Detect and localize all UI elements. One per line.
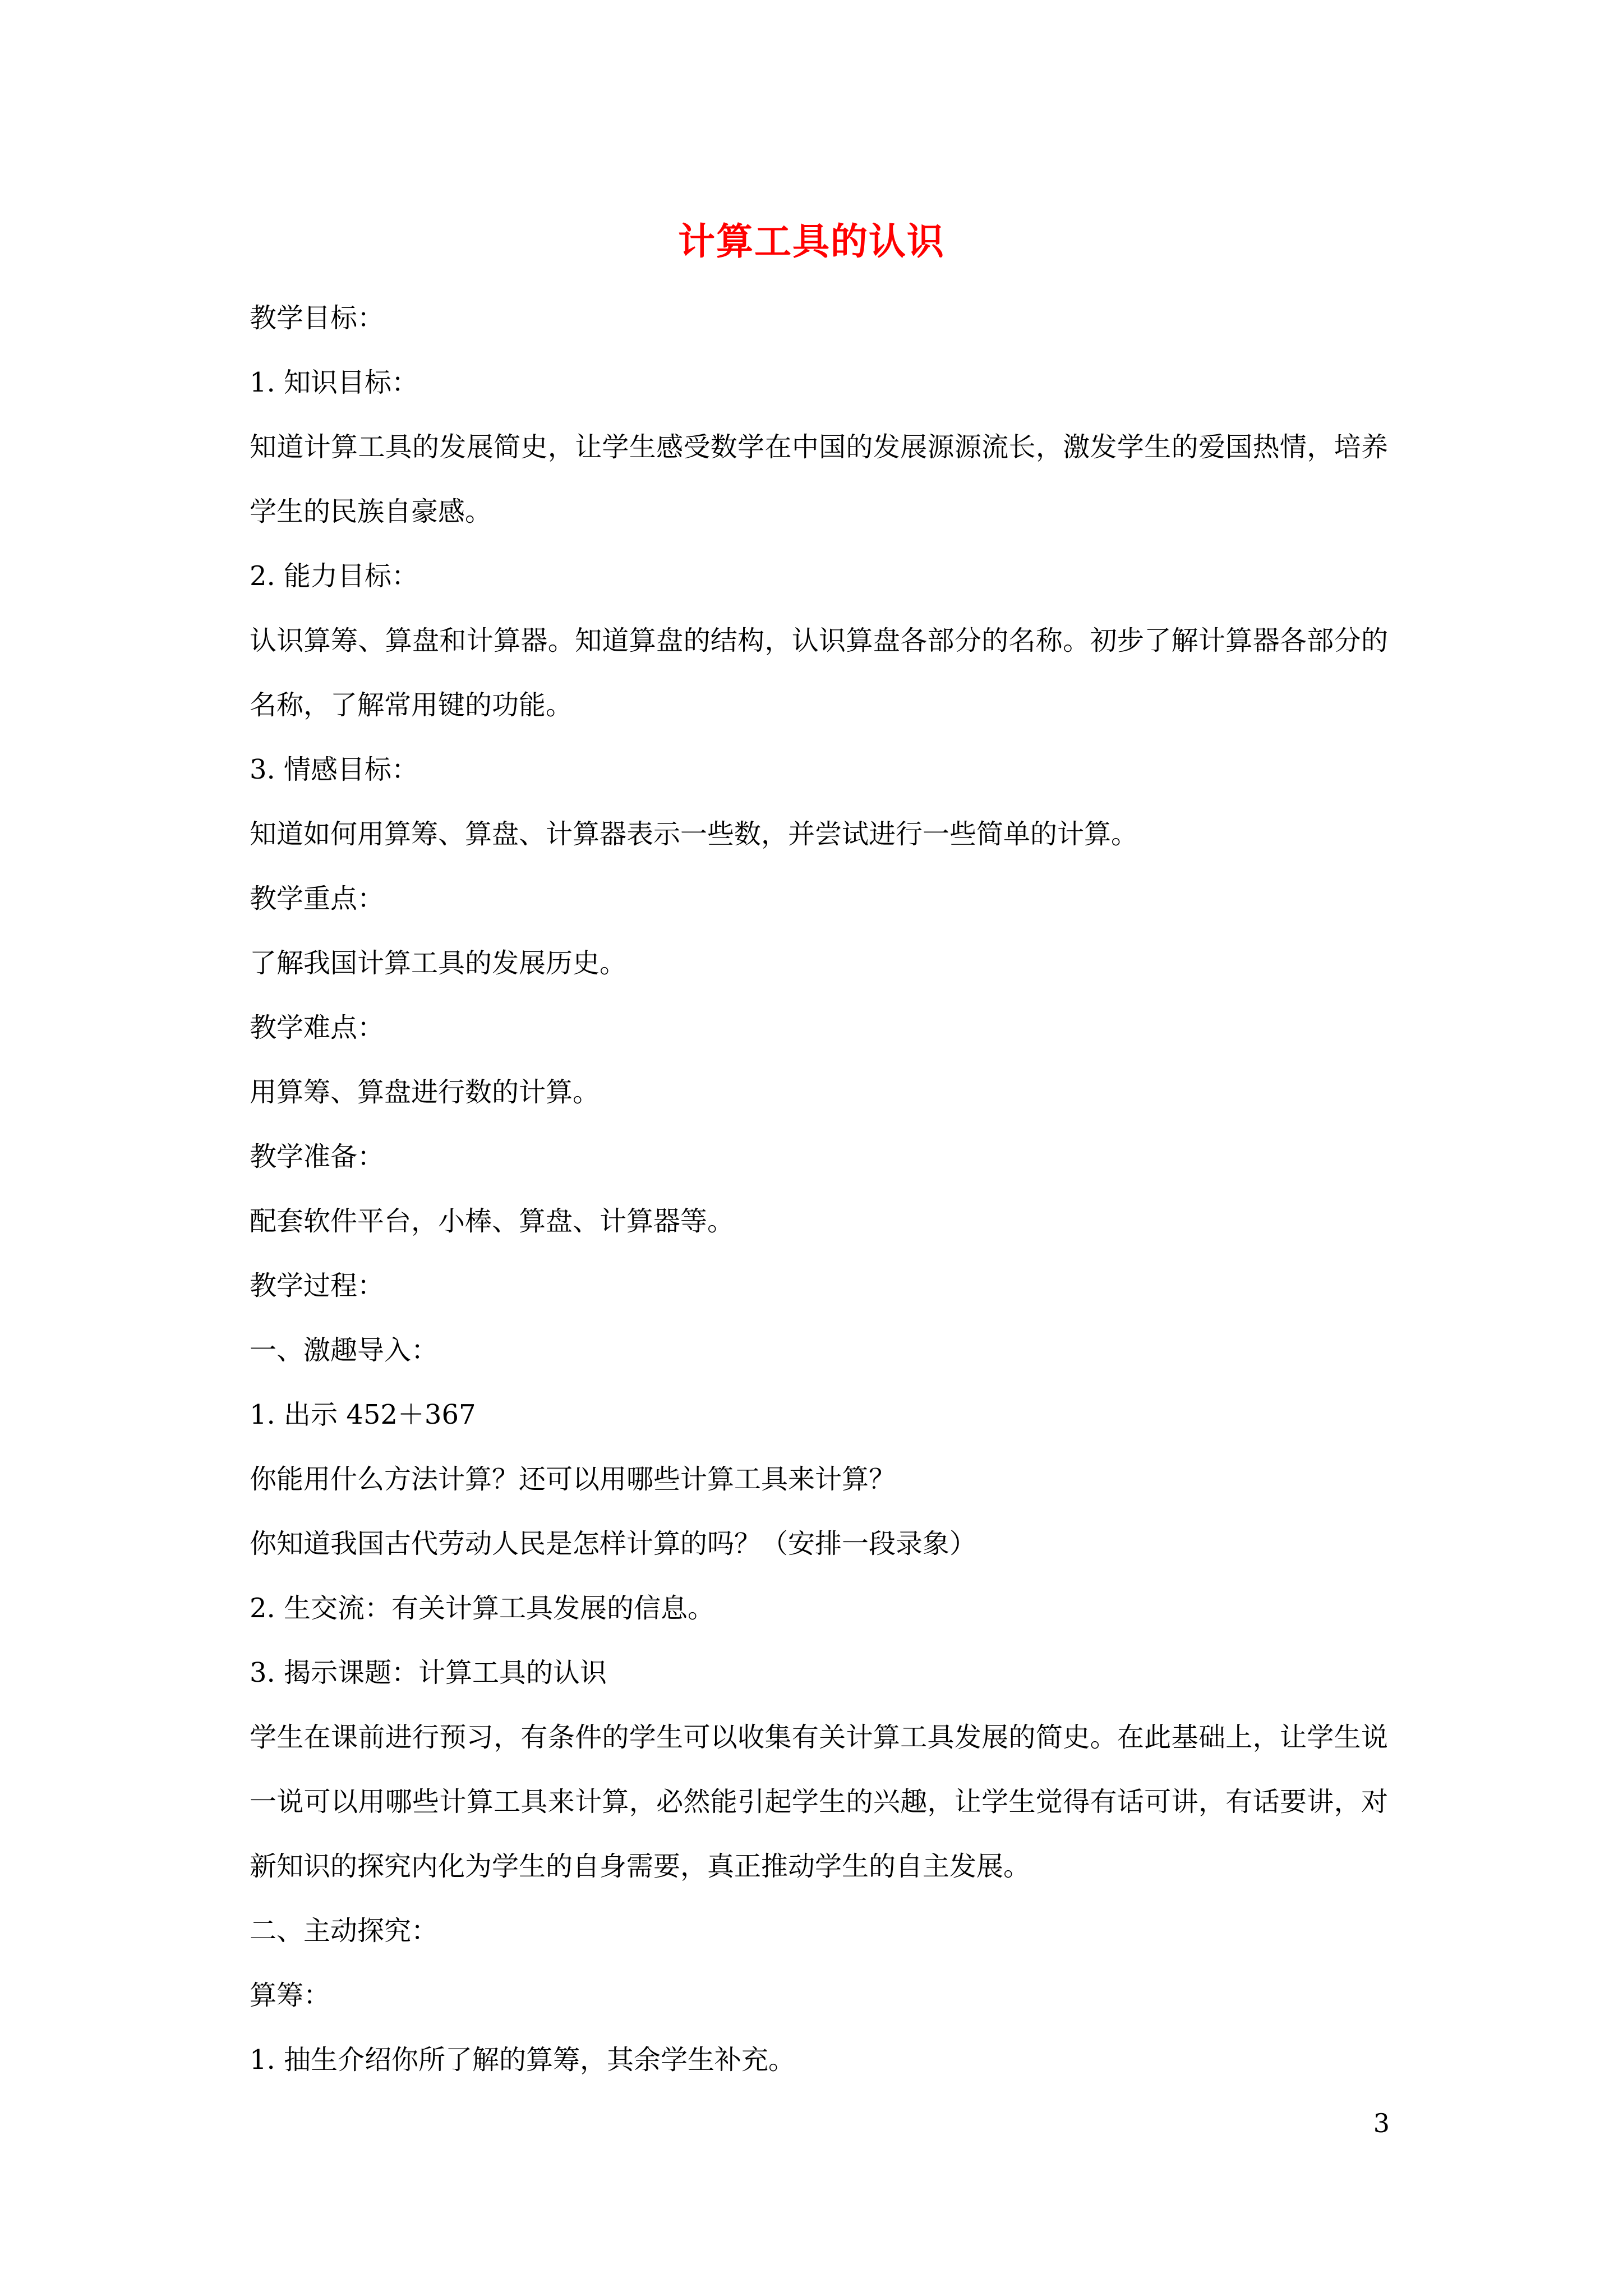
list-item-show-problem: 1. 出示 452＋367 [250,1399,476,1430]
paragraph-preparation: 配套软件平台，小棒、算盘、计算器等。 [250,1205,735,1237]
paragraph-key-points: 了解我国计算工具的发展历史。 [250,947,627,979]
paragraph-question-ancient: 你知道我国古代劳动人民是怎样计算的吗？（安排一段录象） [250,1528,977,1559]
section-introduction: 一、激趣导入： [250,1335,439,1366]
list-item-introduce-rods: 1. 抽生介绍你所了解的算筹，其余学生补充。 [250,2044,796,2076]
list-item-ability-goal: 2. 能力目标： [250,560,419,592]
page-number: 3 [1373,2108,1390,2138]
heading-process: 教学过程： [250,1270,385,1301]
heading-difficulties: 教学难点： [250,1012,385,1043]
list-item-exchange: 2. 生交流：有关计算工具发展的信息。 [250,1593,715,1624]
list-item-emotion-goal: 3. 情感目标： [250,754,419,785]
list-item-knowledge-goal: 1. 知识目标： [250,367,419,398]
paragraph-ability-goal: 认识算筹、算盘和计算器。知道算盘的结构，认识算盘各部分的名称。初步了解计算器各部分的名称，了解常用键的功能。 [250,625,1388,721]
list-item-reveal-topic: 3. 揭示课题：计算工具的认识 [250,1657,607,1688]
section-active-exploration: 二、主动探究： [250,1915,439,1947]
paragraph-knowledge-goal: 知道计算工具的发展简史，让学生感受数学在中国的发展源源流长，激发学生的爱国热情，培养学生的民族自豪感。 [250,431,1388,527]
heading-key-points: 教学重点： [250,883,385,914]
paragraph-question-methods: 你能用什么方法计算？还可以用哪些计算工具来计算？ [250,1464,896,1495]
heading-preparation: 教学准备： [250,1141,385,1172]
paragraph-difficulties: 用算筹、算盘进行数的计算。 [250,1076,600,1108]
paragraph-preview-note: 学生在课前进行预习，有条件的学生可以收集有关计算工具发展的简史。在此基础上，让学生说一说可以用哪些计算工具来计算，必然能引起学生的兴趣，让学生觉得有话可讲，有话要讲，对新知识的探究内化为学生的自身需要，真正推动学生的自主发展。 [250,1722,1388,1882]
heading-teaching-goals: 教学目标： [250,302,385,334]
page-title: 计算工具的认识 [678,219,945,263]
heading-counting-rods: 算筹： [250,1980,331,2011]
paragraph-emotion-goal: 知道如何用算筹、算盘、计算器表示一些数，并尝试进行一些简单的计算。 [250,818,1138,850]
document-body [250,286,1388,2092]
